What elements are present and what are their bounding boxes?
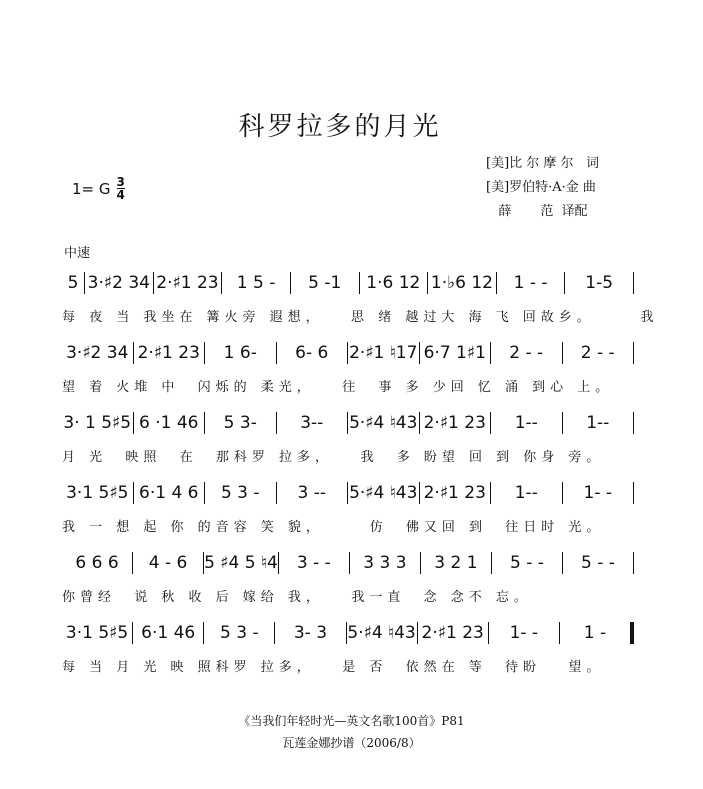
measure: 1·6 12 — [360, 272, 429, 294]
measure: 3- 3 — [275, 622, 346, 644]
score-line — [62, 620, 634, 675]
measure: 3·♯2 34 — [62, 342, 134, 364]
score-line — [62, 480, 634, 535]
measure: 1 5 - — [222, 272, 291, 294]
measure: 6- 6 — [277, 342, 349, 364]
score-line — [62, 340, 634, 395]
measure: 5 -1 — [291, 272, 360, 294]
source-note: 《当我们年轻时光—英文名歌100首》P81 — [238, 714, 465, 728]
measure: 2·♯1 23 — [420, 482, 492, 504]
score-line — [62, 550, 634, 605]
measure: 6·1 4 6 — [134, 482, 206, 504]
measure: 1 6- — [205, 342, 277, 364]
measure: 5 - - — [563, 552, 634, 574]
measure: 5·♯4 ♮43 — [347, 623, 416, 643]
measure: 2 - - — [563, 342, 635, 364]
song-title: 科罗拉多的月光 — [238, 112, 442, 142]
measure: 1 - - — [497, 272, 566, 294]
key-label: 1= G — [72, 179, 111, 198]
copyist-note: 瓦莲金娜抄谱（2006/8） — [282, 736, 421, 750]
measure: 2·♯1 23 — [134, 342, 206, 364]
key-signature — [72, 176, 125, 201]
score-line — [62, 270, 659, 325]
measure: 6 ·1 46 — [134, 412, 206, 434]
notation — [62, 270, 634, 296]
measure: 3·♯2 34 — [85, 272, 154, 294]
notation — [62, 410, 634, 436]
time-bottom: 4 — [116, 188, 125, 202]
measure: 5 — [62, 272, 85, 294]
measure: 1 - — [560, 622, 634, 644]
measure: 2·♯1 23 — [418, 622, 489, 644]
measure: 1-5 — [565, 272, 634, 294]
measure: 5 3- — [205, 412, 277, 434]
composer: [美]罗伯特·A·金 曲 — [486, 180, 596, 195]
measure: 5 3 - — [205, 482, 277, 504]
measure: 3 -- — [277, 482, 349, 504]
measure: 1-- — [491, 412, 563, 434]
measure: 5 ♯4 5 ♮4 — [204, 553, 278, 573]
lyrics: 月 光 映照 在 那科罗 拉多， 我 多 盼望 回 到 你身 旁。 — [62, 450, 605, 465]
measure: 4 - 6 — [133, 552, 204, 574]
lyrics: 每 当 月 光 映 照科罗 拉多， 是 否 依然在 等 待盼 望。 — [62, 660, 605, 675]
time-signature — [117, 176, 125, 201]
measure: 6·7 1♯1 — [420, 342, 492, 364]
measure: 1- - — [489, 622, 560, 644]
measure: 1-- — [563, 412, 635, 434]
notation — [62, 620, 634, 646]
measure: 6 6 6 — [62, 552, 133, 574]
notation — [62, 550, 634, 576]
measure: 3-- — [277, 412, 349, 434]
lyricist: [美]比 尔 摩 尔 词 — [486, 156, 599, 171]
measure: 5·♯4 ♮43 — [348, 412, 420, 434]
measure: 6·1 46 — [133, 622, 204, 644]
tempo-marking: 中速 — [64, 246, 91, 261]
measure: 3 3 3 — [350, 552, 421, 574]
measure: 1·♭6 12 — [428, 272, 497, 294]
measure: 3 - - — [279, 552, 350, 574]
measure: 2·♯1 23 — [420, 412, 492, 434]
measure: 2·♯1 23 — [154, 272, 223, 294]
measure: 5·♯4 ♮43 — [348, 482, 420, 504]
notation — [62, 340, 634, 366]
measure: 3 2 1 — [421, 552, 492, 574]
translator: 薛 范 译配 — [486, 204, 588, 219]
lyrics: 望 着 火堆 中 闪烁的 柔光， 往 事 多 少回 忆 涌 到心 上。 — [62, 380, 614, 395]
notation — [62, 480, 634, 506]
credits — [486, 152, 599, 224]
measure: 3· 1 5♯5 — [62, 412, 134, 434]
score-line — [62, 410, 634, 465]
time-top: 3 — [116, 175, 125, 189]
measure: 1- - — [563, 482, 635, 504]
measure: 3·1 5♯5 — [62, 482, 134, 504]
measure: 1-- — [491, 482, 563, 504]
measure: 3·1 5♯5 — [62, 622, 133, 644]
measure: 2·♯1 ♮17 — [348, 342, 420, 364]
lyrics: 我 一 想 起 你 的音容 笑 貌， 仿 佛又回 到 往日时 光。 — [62, 520, 605, 535]
measure: 2 - - — [491, 342, 563, 364]
lyrics: 你曾经 说 秋 收 后 嫁给 我， 我一直 念 念不 忘。 — [62, 590, 532, 605]
measure: 5 3 - — [204, 622, 275, 644]
lyrics: 每 夜 当 我坐在 篝火旁 遐想， 思 绪 越过大 海 飞 回故乡。 我 — [62, 310, 659, 325]
measure: 5 - - — [492, 552, 563, 574]
